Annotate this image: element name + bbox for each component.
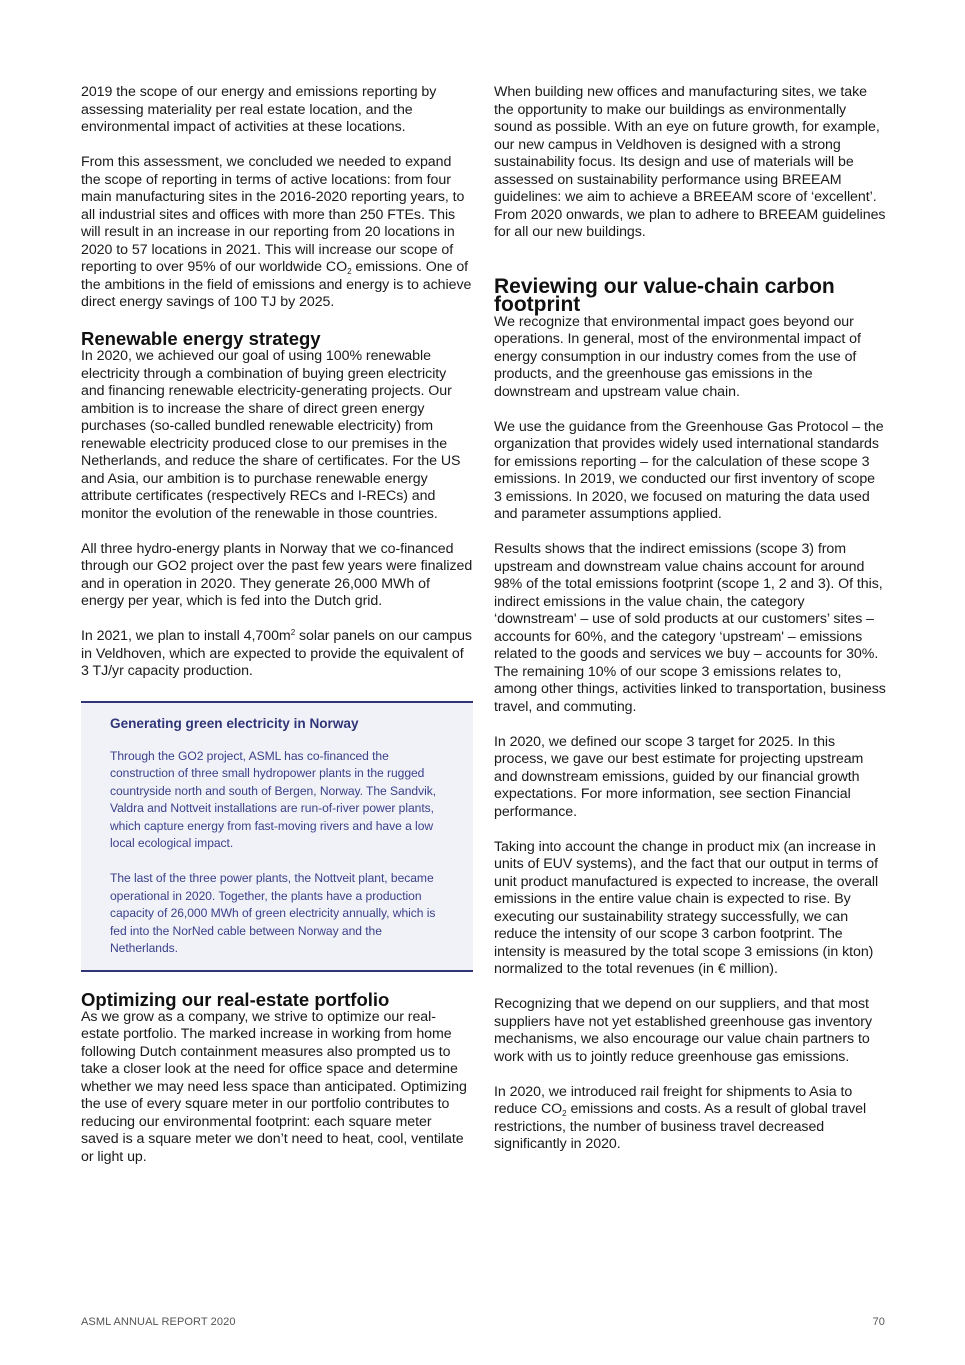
intro-paragraph-1: 2019 the scope of our energy and emissions reporting by assessing materiality per real estate location, and the environmental impact of activities at these locations. — [81, 84, 437, 135]
paragraph: As we grow as a company, we strive to optimize our real-estate portfolio. The marked increase in working from home following Dutch containment measures also prompted us to take a closer look at the need for office space and determine whether we may need less space than anticipated. Optimizing the use of every square meter in our portfolio contributes to reducing our environmental footprint: each square meter saved is a square meter we don’t need to heat, cool, ventilate or light up. — [81, 1008, 467, 1165]
paragraph: Recognizing that we depend on our suppliers, and that most suppliers have not yet established greenhouse gas inventory mechanisms, we also encourage our value chain partners to work with us to jointly reduce greenhouse gas emissions. — [494, 996, 872, 1065]
left-column — [81, 84, 473, 1184]
paragraph: All three hydro-energy plants in Norway that we co-financed through our GO2 project over the past few years were finalized and in operation in 2020. They generate 26,000 MWh of energy per year, which is fed into the Dutch grid. — [81, 540, 473, 609]
norway-callout-box — [81, 701, 473, 972]
section-heading: Reviewing our value-chain carbon footprint — [494, 274, 835, 316]
paragraph: In 2021, we plan to install $4,700m^2$ solar panels on our campus in Veldhoven, which are expected to provide the equivalent of 3 TJ/yr capacity production. — [81, 628, 472, 679]
callout-paragraph: Through the GO2 project, ASML has co-financed the construction of three small hydropower plants in the rugged countryside north and south of Bergen, Norway. The Sandvik, Valdra and Nottveit installations are run-of-river power plants, which capture energy from fast-moving rivers and have a low local ecological impact. — [110, 748, 437, 850]
paragraph: We use the guidance from the Greenhouse Gas Protocol – the organization that provides widely used international standards for emissions reporting – for the calculation of these scope 3 emissions. In 2019, we conducted our first inventory of scope 3 emissions. In 2020, we focused on maturing the data used and parameter assumptions applied. — [494, 418, 884, 522]
right-column — [494, 84, 886, 1171]
footer-page-number: 70 — [872, 1316, 885, 1328]
paragraph: Results shows that the indirect emissions (scope 3) from upstream and downstream value chains account for around 98% of the total emissions footprint (scope 1, 2 and 3). Of this, indirect emissions in the value chain, the category ‘downstream' – use of sold products at our customers’ sites – accounts for 60%, and the category ‘upstream' – emissions related to the goods and services we buy – accounts for 30%. The remaining 10% of our scope 3 emissions relates to, among other things, activities linked to transportation, business travel, and commuting. — [494, 541, 886, 715]
callout-title: Generating green electricity in Norway — [110, 715, 359, 731]
value-chain-section — [494, 272, 886, 1154]
paragraph: In 2020, we defined our scope 3 target for 2025. In this process, we gave our best estimate for projecting upstream and downstream emissions, guided by our financial growth expectations. For more information, see section Financial performance. — [494, 733, 864, 820]
renewable-energy-section — [81, 329, 473, 681]
paragraph: We recognize that environmental impact goes beyond our operations. In general, most of the environmental impact of energy consumption in our industry comes from the use of products, and the greenhouse gas emissions in the downstream and upstream value chain. — [494, 313, 861, 400]
real-estate-section — [81, 990, 473, 1167]
paragraph: Taking into account the change in product mix (an increase in units of EUV systems), and the fact that our output in terms of unit product manufactured is expected to increase, the overall emissions in the entire value chain is expected to rise. By executing our sustainability strategy successfully, we can reduce the intensity of our scope 3 carbon footprint. The intensity is measured by the total scope 3 emissions (in kton) normalized to the total revenues (in € million). — [494, 838, 879, 977]
section-heading: Renewable energy strategy — [81, 328, 321, 349]
paragraph: In 2020, we achieved our goal of using 100% renewable electricity through a combination of buying green electricity and financing renewable electricity-generating projects. Our ambition is to increase the share of direct green energy purchases (so-called bundled renewable electricity) from renewable electricity produced close to our premises in the Netherlands, and reduce the share of certificates. For the US and Asia, our ambition is to purchase renewable energy attribute certificates (respectively RECs and I-RECs) and monitor the evolution of the renewable in those countries. — [81, 348, 461, 522]
footer-report-title: ASML ANNUAL REPORT 2020 — [81, 1316, 236, 1328]
section-heading: Optimizing our real-estate portfolio — [81, 988, 390, 1010]
paragraph: In 2020, we introduced rail freight for shipments to Asia to reduce $CO_2$ emissions and costs. As a result of global travel restrictions, the number of business travel decreased significantly in 2020. — [494, 1083, 867, 1152]
callout-paragraph: The last of the three power plants, the Nottveit plant, became operational in 2020. Together, the plants have a production capacity of 26,000 MWh of green electricity annually, which is fed into the NorNed cable between Norway and the Netherlands. — [110, 871, 436, 955]
buildings-paragraph: When building new offices and manufacturing sites, we take the opportunity to make our buildings as environmentally sound as possible. With an eye on future growth, for example, our new campus in Veldhoven is designed with a strong sustainability focus. Its design and use of materials will be assessed on sustainability performance using BREEAM guidelines: we aim to achieve a BREEAM score of ‘excellent’. From 2020 onwards, we plan to adhere to BREEAM guidelines for all our new buildings. — [494, 84, 886, 240]
intro-paragraph-2: From this assessment, we concluded we needed to expand the scope of reporting in terms of active locations: from four main manufacturing sites in the 2016-2020 reporting years, to all industrial sites and offices with more than 250 FTEs. This will result in an increase in our reporting from 20 locations in 2020 to 57 locations in 2021. This will increase our scope of reporting to over 95% of our worldwide $CO_2$ emissions. One of the ambitions in the field of emissions and energy is to achieve direct energy savings of 100 TJ by 2025. — [81, 154, 472, 310]
